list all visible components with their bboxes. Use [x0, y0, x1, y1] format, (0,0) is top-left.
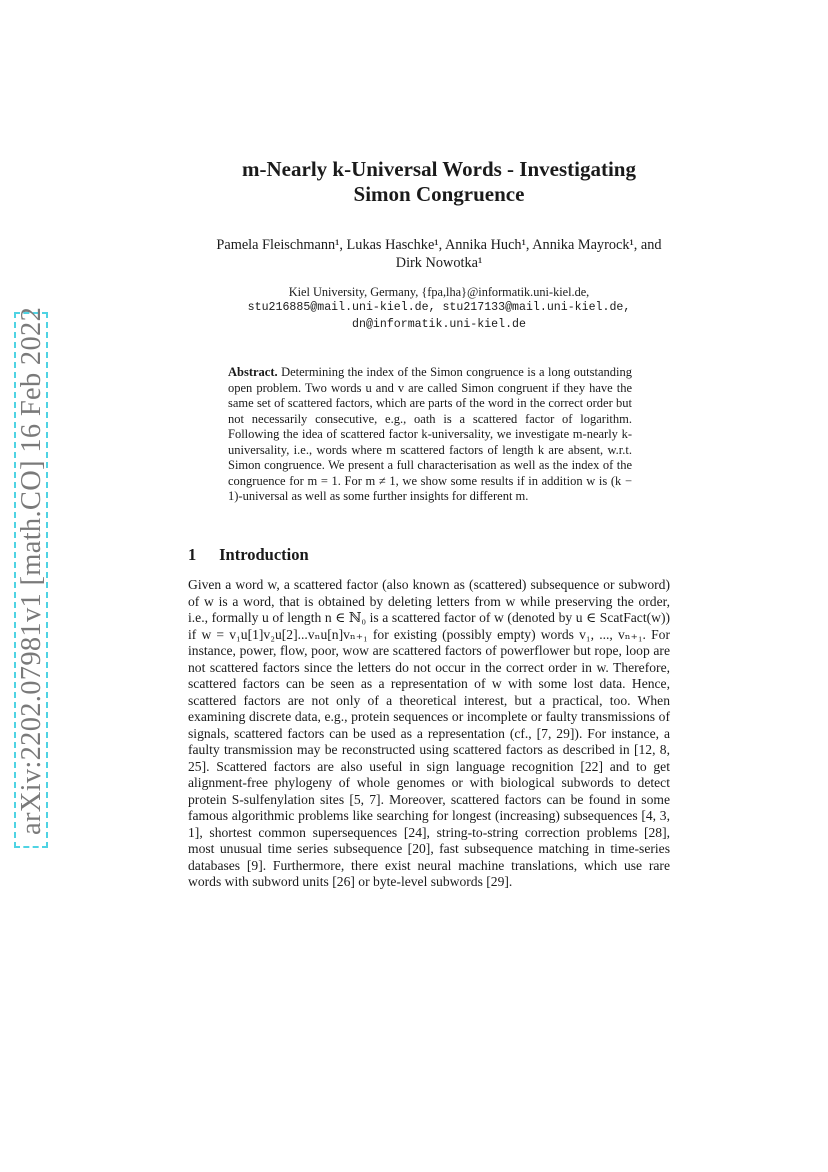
section-number: 1	[188, 545, 197, 564]
author-list	[150, 236, 728, 272]
title-line-2: Simon Congruence	[353, 182, 525, 206]
paper-title	[150, 157, 728, 207]
arxiv-stamp	[0, 0, 60, 1172]
abstract	[228, 365, 632, 505]
affiliation-line-1: Kiel University, Germany, {fpa,lha}@informatik.uni-kiel.de,	[288, 285, 590, 299]
affiliation	[215, 284, 663, 333]
title-line-1: m-Nearly k-Universal Words - Investigating	[242, 157, 636, 181]
section-title: Introduction	[219, 545, 309, 564]
abstract-text: Determining the index of the Simon congruence is a long outstanding open problem. Two words u and v are called Simon congruent if they have the same set of scattered factors, which are parts of the word in the correct order but not necessarily consecutive, e.g., oath is a scattered factor of logarithm. Following the idea of scattered factor k-universality, we investigate m-nearly k-universality, i.e., words where m scattered factors of length k are absent, w.r.t. Simon congruence. We present a full characterisation as well as the index of the congruence for m = 1. For m ≠ 1, we show some results if in addition w is (k − 1)-universal as well as some further insights for different m.	[228, 365, 632, 504]
affiliation-emails-line-3: dn@informatik.uni-kiel.de	[352, 317, 526, 331]
authors-line-2: Dirk Nowotka¹	[395, 255, 483, 271]
section-heading	[188, 545, 309, 565]
body-paragraph: Given a word w, a scattered factor (also known as (scattered) subsequence or subword) of w is a word, that is obtained by deleting letters from w while preserving the order, i.e., formally u of length n ∈ ℕ₀ is a scattered factor of w (denoted by u ∈ ScatFact(w)) if w = v₁u[1]v₂u[2]...vₙu[n]vₙ₊₁ for existing (possibly empty) words v₁, ..., vₙ₊₁. For instance, power, flow, poor, wow are scattered factors of powerflower but rope, loop are not scattered factors since the letters do not occur in the correct order in w. Therefore, scattered factors can be seen as a representation of w with some lost data. Hence, scattered factors are not only of a theoretical interest, but a practical, too. When examining discrete data, e.g., protein sequences or incomplete or faulty transmissions of signals, scattered factors can be used as a representation (cf., [7, 29]). For instance, a faulty transmission may be reconstructed using scattered factors as described in [12, 8, 25]. Scattered factors are also useful in sign language recognition [22] and to get alignment-free phylogeny of whole genomes or with biological subwords to detect protein S-sulfenylation sites [5, 7]. Moreover, scattered factors can be found in some famous algorithmic problems like searching for longest (increasing) subsequences [4, 3, 1], shortest common supersequences [24], string-to-string correction problems [28], most unusual time series subsequence [20], fast subsequence matching in time-series databases [9]. Furthermore, there exist neural machine translations, which use rare words with subword units [26] or byte-level subwords [29].	[188, 577, 670, 890]
affiliation-emails-line-2: stu216885@mail.uni-kiel.de, stu217133@mail.uni-kiel.de,	[247, 301, 631, 315]
abstract-heading: Abstract.	[228, 365, 278, 379]
authors-line-1: Pamela Fleischmann¹, Lukas Haschke¹, Annika Huch¹, Annika Mayrock¹, and	[216, 237, 662, 253]
arxiv-identifier[interactable]: arXiv:2202.07981v1 [math.CO] 16 Feb 2022	[16, 306, 47, 835]
